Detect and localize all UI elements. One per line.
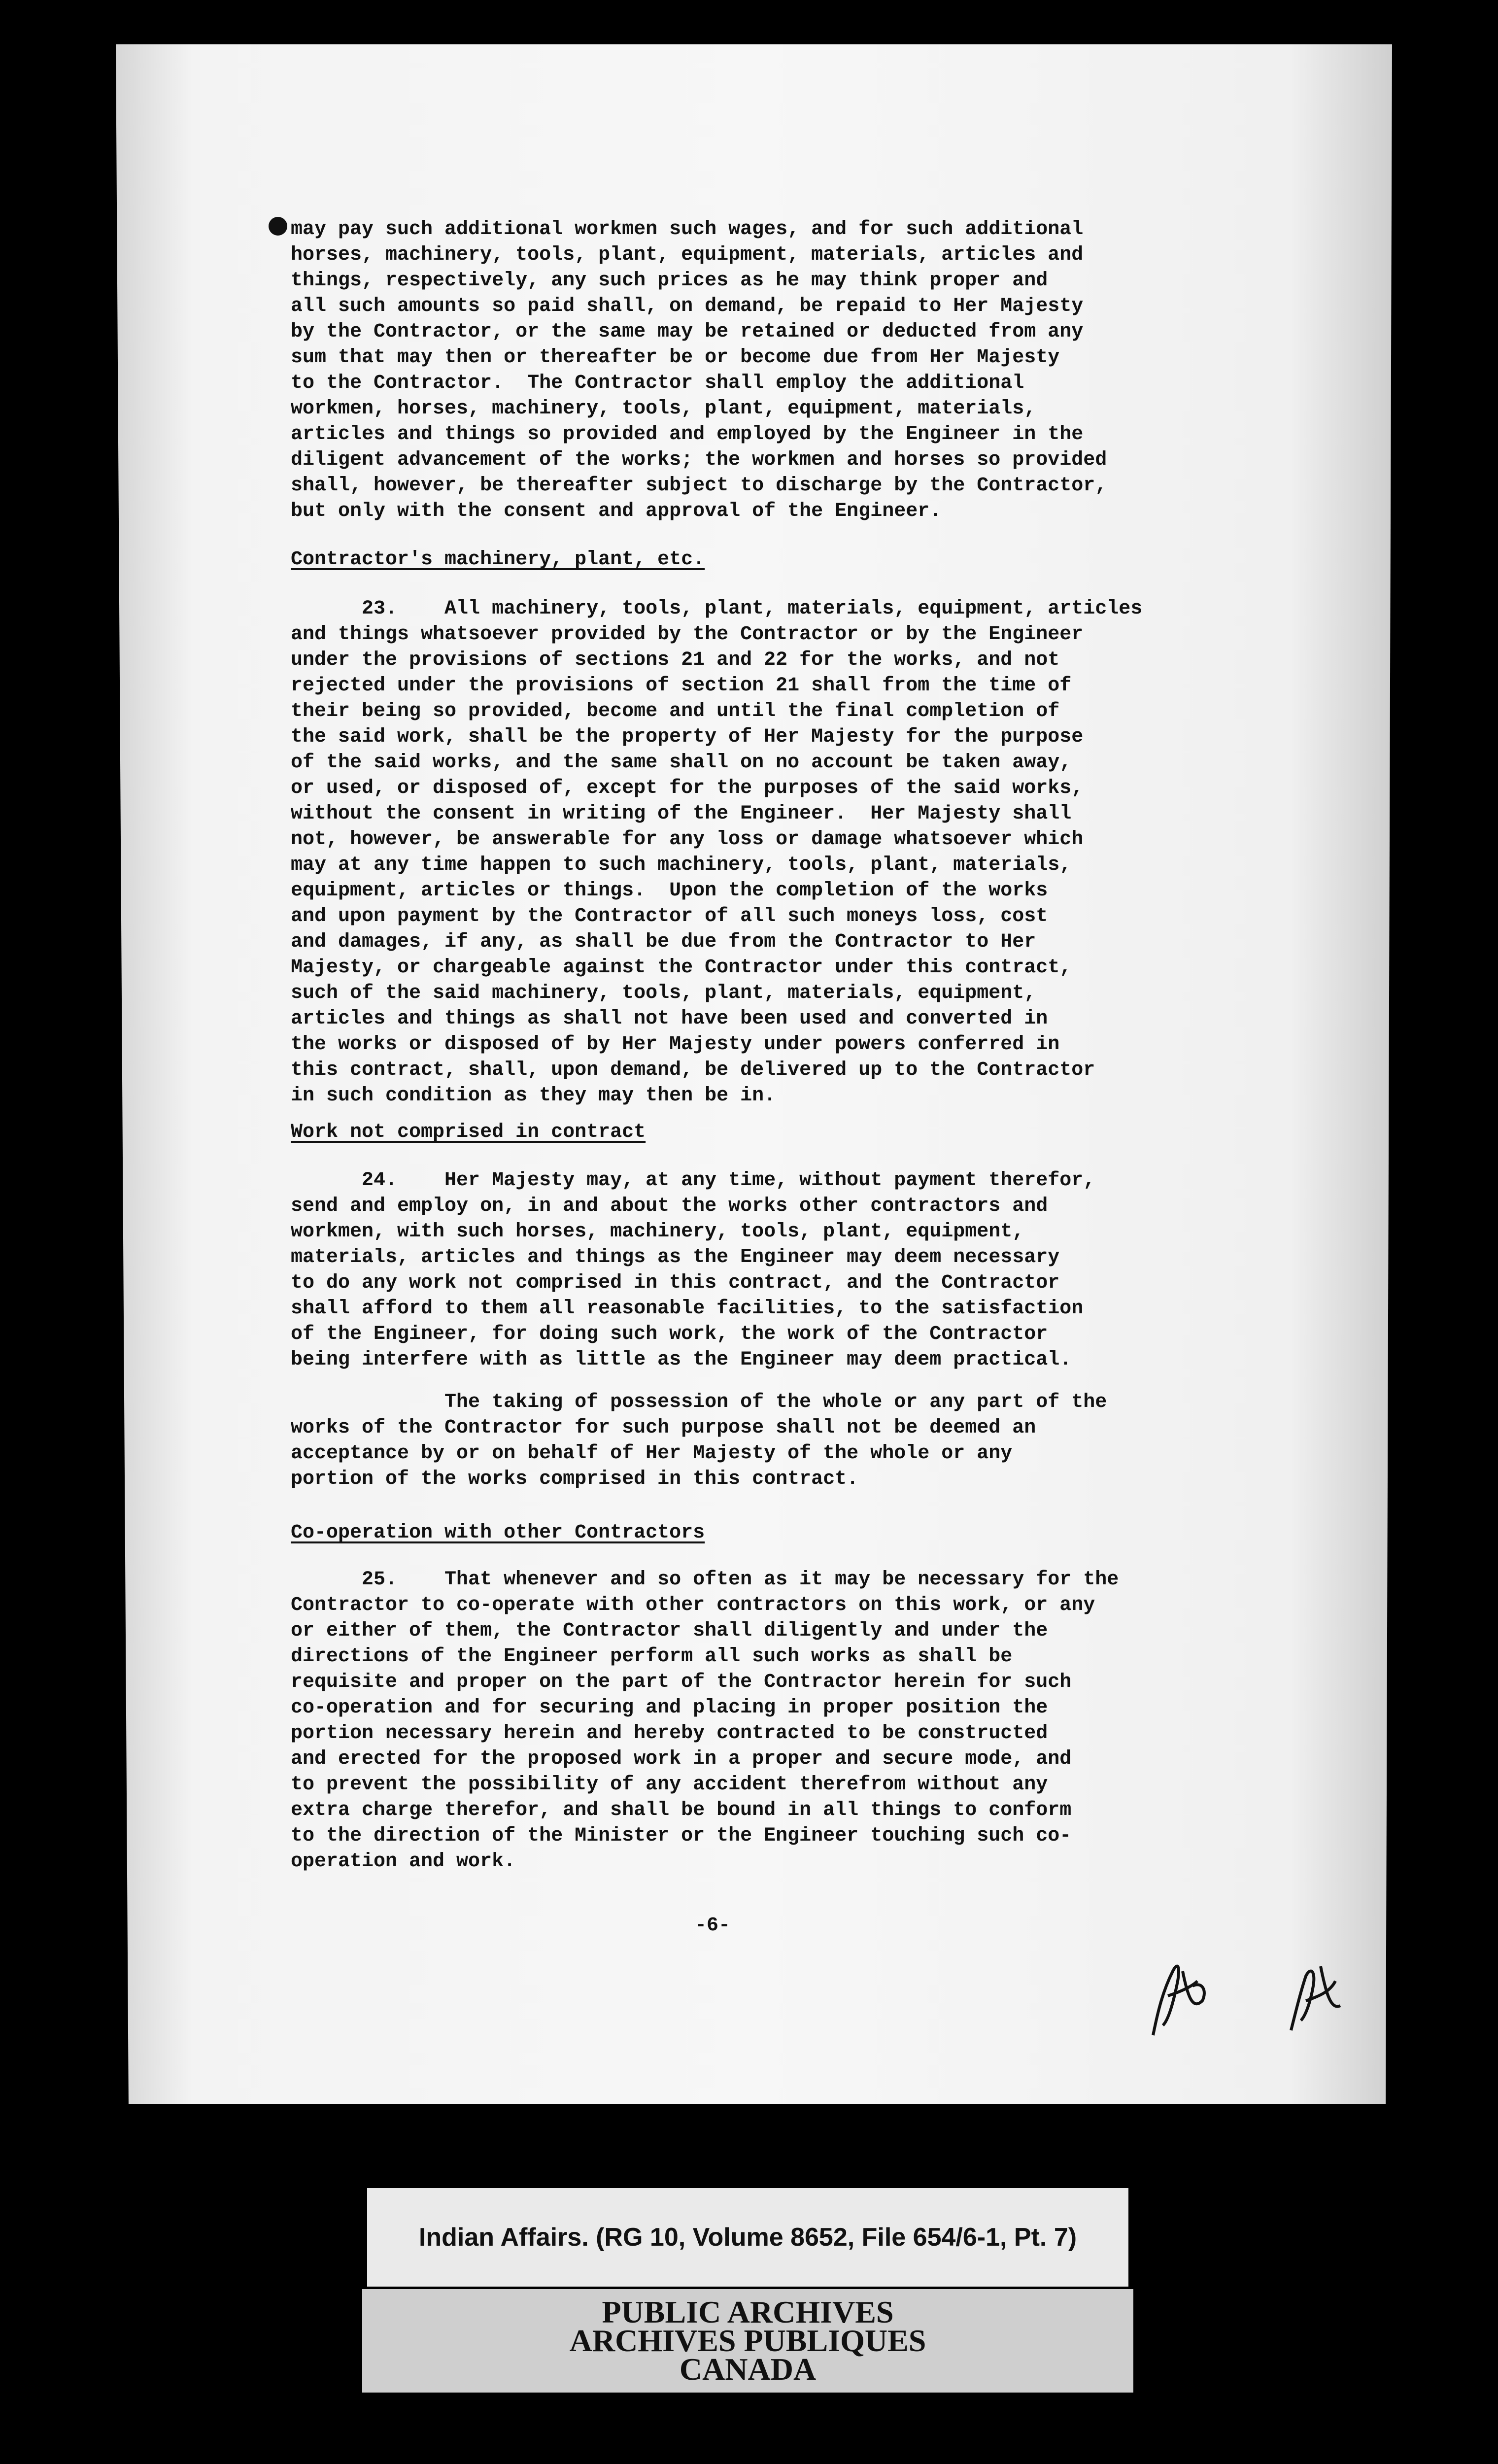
- paragraph-24: 24. Her Majesty may, at any time, without payment therefor, send and employ on, in and about the works other contractors and workmen, with such horses, machinery, tools, plant, equipment, materials, articles and things as the Engineer may deem necessary to do any work not comprised in this contract, and the Contractor shall afford to them all reasonable facilities, to the satisfaction of the Engineer, for doing such work, the work of the Contractor being interfere with as little as the Engineer may deem practical.: [291, 1169, 1095, 1371]
- section-heading-24: Work not comprised in contract: [291, 1121, 646, 1143]
- paragraph-24-continued: The taking of possession of the whole or any part of the works of the Contractor for such purpose shall not be deemed an acceptance by or on behalf of Her Majesty of the whole or any portion of the works comprised in this contract.: [291, 1391, 1107, 1490]
- page-number: -6-: [695, 1915, 731, 1937]
- archives-stamp: [362, 2289, 1133, 2393]
- section-heading-23: Contractor's machinery, plant, etc.: [291, 548, 705, 571]
- paragraph-22-continuation: may pay such additional workmen such wages, and for such additional horses, machinery, tools, plant, equipment, materials, articles and things, respectively, any such prices as he may think proper and all such amounts so paid shall, on demand, be repaid to Her Majesty by the Contractor, or the same may be retained or deducted from any sum that may then or thereafter be or become due from Her Majesty to the Contractor. The Contractor shall employ the additional workmen, horses, machinery, tools, plant, equipment, materials, articles and things so provided and employed by the Engineer in the diligent advancement of the works; the workmen and horses so provided shall, however, be thereafter subject to discharge by the Contractor, but only with the consent and approval of the Engineer.: [291, 218, 1107, 522]
- handwritten-initials: [1143, 1951, 1217, 2045]
- stamp-line: CANADA: [679, 2352, 817, 2387]
- paragraph-25: 25. That whenever and so often as it may be necessary for the Contractor to co-operate with other contractors on this work, or any or either of them, the Contractor shall diligently and under the directions of the Engineer perform all such works as shall be requisite and proper on the part of the Contractor herein for such co-operation and for securing and placing in proper position the portion necessary herein and hereby contracted to be constructed and erected for the proposed work in a proper and secure mode, and to prevent the possibility of any accident therefrom without any extra charge therefor, and shall be bound in all things to conform to the direction of the Minister or the Engineer touching such co- operation and work.: [291, 1569, 1119, 1873]
- paragraph-23: 23. All machinery, tools, plant, materials, equipment, articles and things whatsoever provided by the Contractor or by the Engineer under the provisions of sections 21 and 22 for the works, and not rejected under the provisions of section 21 shall from the time of their being so provided, become and until the final completion of the said work, shall be the property of Her Majesty for the purpose of the said works, and the same shall on no account be taken away, or used, or disposed of, except for the purposes of the said works, without the consent in writing of the Engineer. Her Majesty shall not, however, be answerable for any loss or damage whatsoever which may at any time happen to such machinery, tools, plant, materials, equipment, articles or things. Upon the completion of the works and upon payment by the Contractor of all such moneys loss, cost and damages, if any, as shall be due from the Contractor to Her Majesty, or chargeable against the Contractor under this contract, such of the said machinery, tools, plant, materials, equipment, articles and things as shall not have been used and converted in the works or disposed of by Her Majesty under powers conferred in this contract, shall, upon demand, be delivered up to the Contractor in such condition as they may then be in.: [291, 598, 1143, 1107]
- archive-reference-label: Indian Affairs. (RG 10, Volume 8652, File 654/6-1, Pt. 7): [367, 2188, 1128, 2287]
- stamp-line: PUBLIC ARCHIVES: [602, 2294, 894, 2329]
- handwritten-initials: [1276, 1951, 1350, 2045]
- section-heading-25: Co-operation with other Contractors: [291, 1522, 705, 1544]
- punch-hole: [269, 217, 287, 236]
- stamp-line: ARCHIVES PUBLIQUES: [569, 2323, 926, 2358]
